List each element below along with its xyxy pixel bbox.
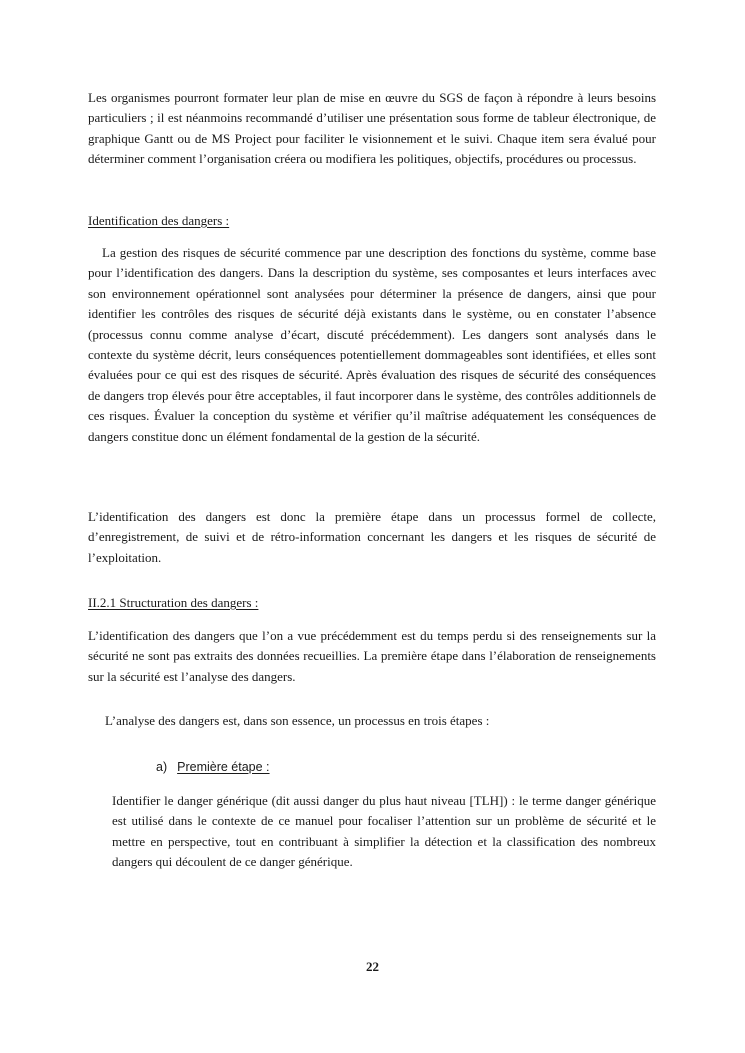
page-number: 22 [366, 959, 379, 974]
intro-paragraph: Les organismes pourront formater leur plan de mise en œuvre du SGS de façon à répondre à leurs besoins particuliers ; il est néanmoins recommandé d’utiliser une présentation sous forme de tableur électronique, de graphique Gantt ou de MS Project pour faciliter le visionnement et le suivi. Chaque item sera évalué pour déterminer comment l’organisation créera ou modifiera les politiques, objectifs, procédures ou processus. [88, 90, 656, 167]
step-a-body-paragraph: Identifier le danger générique (dit aussi danger du plus haut niveau [TLH]) : le terme danger générique est utilisé dans le contexte de ce manuel pour focaliser l’attention sur un problème de sécurité et le mettre en perspective, tout en contribuant à simplifier la détection et la classification des nombreux dangers qui découlent de ce danger générique. [112, 793, 656, 870]
analyse-three-steps-paragraph: L’analyse des dangers est, dans son essence, un processus en trois étapes : [105, 713, 490, 728]
step-a-heading [156, 757, 270, 777]
step-a-marker: a) [156, 760, 168, 774]
step-a-label: Première étape : [177, 760, 270, 774]
gestion-risques-paragraph: La gestion des risques de sécurité commence par une description des fonctions du système, comme base pour l’identification des dangers. Dans la description du système, ses composantes et leurs interfaces avec son environnement opérationnel sont analysées pour déterminer la présence de dangers, ainsi que pour identifier les contrôles des risques de sécurité déjà existants dans le système, ou en constater l’absence (processus connu comme analyse d’écart, discuté précédemment). Les dangers sont analysés dans le contexte du système décrit, leurs conséquences potentiellement dommageables sont identifiées, et elles sont évaluées pour ce qui est des risques de sécurité. Après évaluation des risques de sécurité des conséquences de dangers trop élevés pour être acceptables, il faut incorporer dans le système, des contrôles additionnels de ces risques. Évaluer la conception du système et vérifier qu’il maîtrise adéquatement les conséquences de dangers constitue donc un élément fondamental de la gestion de la sécurité. [88, 245, 656, 444]
identification-first-step-paragraph: L’identification des dangers est donc la première étape dans un processus formel de collecte, d’enregistrement, de suivi et de rétro-information concernant les dangers et les risques de sécurité de l’exploitation. [88, 509, 656, 565]
structuration-paragraph: L’identification des dangers que l’on a vue précédemment est du temps perdu si des renseignements sur la sécurité ne sont pas extraits des données recueillies. La première étape dans l’élaboration de renseignements sur la sécurité est l’analyse des dangers. [88, 628, 656, 684]
heading-structuration-dangers: II.2.1 Structuration des dangers : [88, 595, 259, 610]
heading-identification-dangers: Identification des dangers : [88, 213, 230, 228]
